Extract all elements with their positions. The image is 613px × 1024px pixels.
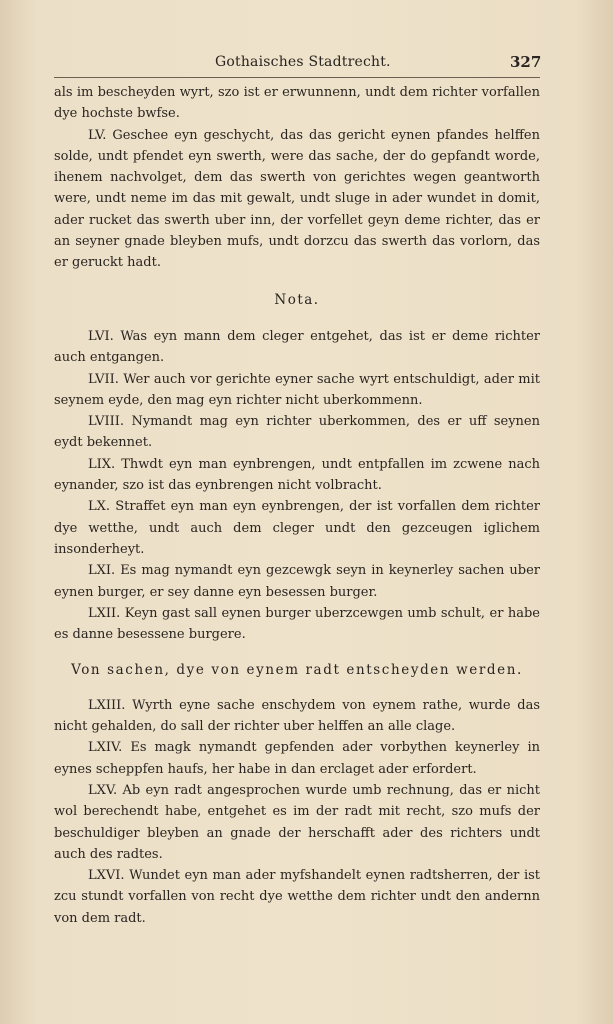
nota-heading: Nota. xyxy=(274,291,320,308)
paragraph-number: LXI. xyxy=(88,563,116,579)
paragraph-text: Es magk nymandt gepfenden ader vorbythen keynerley in eynes scheppfen haufs, her habe in dan erclaget ader erfordert. xyxy=(54,740,540,777)
paragraph-lxi xyxy=(54,560,540,603)
paragraph-lv xyxy=(54,125,540,274)
page-number: 327 xyxy=(510,53,542,71)
paragraph-number: LXII. xyxy=(88,605,121,621)
paragraph-lxv xyxy=(54,780,540,865)
paragraph-text: als im bescheyden wyrt, szo ist er erwunnenn, undt dem richter vorfallen dye hochste bwfse. xyxy=(54,85,540,122)
paragraph-number: LXIV. xyxy=(88,740,123,756)
paragraph-lvii xyxy=(54,369,540,412)
paragraph-lviii xyxy=(54,411,540,454)
paragraph-number: LXV. xyxy=(88,782,118,798)
paragraph-lxii xyxy=(54,603,540,646)
paragraph-text: Nymandt mag eyn richter uberkommen, des er uff seynen eydt bekennet. xyxy=(54,414,540,451)
paragraph-text: Was eyn mann dem cleger entgehet, das ist er deme richter auch entgangen. xyxy=(54,328,540,366)
header-rule xyxy=(54,77,540,78)
paragraph-lxiv xyxy=(54,737,540,780)
paragraph-lix xyxy=(54,454,540,497)
paragraph xyxy=(54,82,540,125)
paragraph-number: LVI. xyxy=(88,328,114,344)
paragraph-text: Ab eyn radt angesprochen wurde umb rechnung, das er nicht wol berechendt habe, entgehet es im der radt mit recht, szo mufs der beschuldiger bleyben an gnade der herschafft ader des richters undt auch des radtes. xyxy=(54,782,540,862)
paragraph-lxvi xyxy=(54,865,540,929)
paragraph-number: LXVI. xyxy=(88,868,125,884)
paragraph-lx xyxy=(54,496,540,560)
paragraph-text: Wer auch vor gerichte eyner sache wyrt entschuldigt, ader mit seynem eyde, den mag eyn richter nicht uberkommenn. xyxy=(54,371,540,408)
paragraph-text: Geschee eyn geschycht, das das gericht eynen pfandes helffen solde, undt pfendet eyn swerth, were das sache, der do gepfandt worde, ihenem nachvolget, dem das swerth von gerichtes wegen geantworth were, undt neme im das mit gewalt, undt sluge in ader wundet in domit, ader rucket das swerth uber inn, der vorfellet geyn deme richter, das er an seyner gnade bleyben mufs, undt dorzcu das swerth das vorlorn, das er geruckt hadt. xyxy=(54,127,540,271)
page-body xyxy=(54,82,540,929)
paragraph-number: LVII. xyxy=(88,371,119,387)
page-header xyxy=(0,54,613,76)
paragraph-number: LVIII. xyxy=(88,414,125,430)
paragraph-text: Wyrth eyne sache enschydem von eynem rathe, wurde das nicht gehalden, do sall der richter uber helffen an alle clage. xyxy=(54,697,540,735)
running-title: Gothaisches Stadtrecht. xyxy=(215,54,391,70)
section-heading: Von sachen, dye von eynem radt entscheyden werden. xyxy=(71,662,523,679)
paragraph-lvi xyxy=(54,326,540,369)
paragraph-number: LX. xyxy=(88,499,111,515)
paragraph-text: Wundet eyn man ader myfshandelt eynen radtsherren, der ist zcu stundt vorfallen von recht dye wetthe dem richter undt den andernn von dem radt. xyxy=(54,868,540,926)
paragraph-number: LV. xyxy=(88,127,107,143)
paragraph-text: Keyn gast sall eynen burger uberzcewgen umb schult, er habe es danne besessene burgere. xyxy=(54,605,540,643)
paragraph-lxiii xyxy=(54,695,540,738)
paragraph-text: Es mag nymandt eyn gezcewgk seyn in keynerley sachen uber eynen burger, er sey danne eyn besessen burger. xyxy=(54,563,540,600)
paragraph-number: LIX. xyxy=(88,456,116,472)
paragraph-text: Straffet eyn man eyn eynbrengen, der ist vorfallen dem richter dye wetthe, undt auch dem cleger undt den gezceugen iglichem insonderheyt. xyxy=(54,499,540,557)
paragraph-text: Thwdt eyn man eynbrengen, undt entpfallen im zcwene nach eynander, szo ist das eynbrengen nicht volbracht. xyxy=(54,456,540,494)
paragraph-number: LXIII. xyxy=(88,697,126,713)
